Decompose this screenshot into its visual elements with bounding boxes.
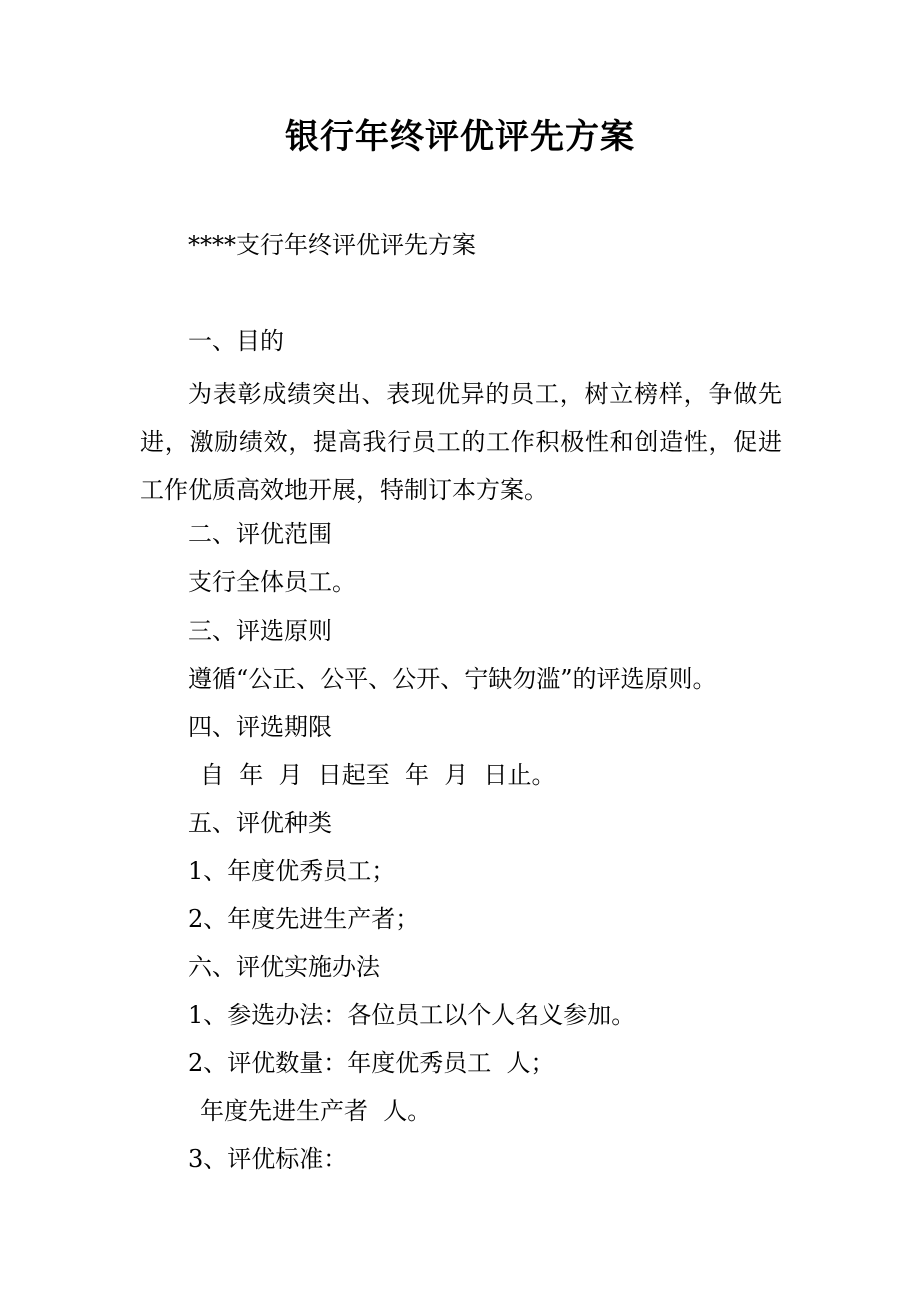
- section-heading-purpose: 一、目的: [188, 327, 284, 355]
- section-heading-implementation: 六、评优实施办法: [188, 953, 380, 981]
- section-heading-principles: 三、评选原则: [188, 617, 332, 645]
- list-item: 2、年度先进生产者；: [188, 905, 420, 933]
- paragraph-purpose: 为表彰成绩突出、表现优异的员工，树立榜样，争做先进，激励绩效，提高我行员工的工作积极性和创造性，促进工作优质高效地开展，特制订本方案。: [140, 380, 782, 504]
- list-item: 2、评优数量：年度优秀员工 人；: [188, 1049, 555, 1077]
- paragraph-period: 自 年 月 日起至 年 月 日止。: [200, 761, 556, 789]
- document-subtitle: ****支行年终评优评先方案: [188, 231, 476, 259]
- list-item: 1、年度优秀员工；: [188, 857, 396, 885]
- list-item-continuation: 年度先进生产者 人。: [200, 1097, 432, 1125]
- section-heading-categories: 五、评优种类: [188, 809, 332, 837]
- paragraph-principles: 遵循“公正、公平、公开、宁缺勿滥”的评选原则。: [188, 665, 717, 693]
- list-item: 3、评优标准：: [188, 1145, 348, 1173]
- document-title: 银行年终评优评先方案: [285, 117, 635, 157]
- section-heading-scope: 二、评优范围: [188, 520, 332, 548]
- paragraph-scope: 支行全体员工。: [188, 568, 356, 596]
- list-item: 1、参选办法：各位员工以个人名义参加。: [188, 1001, 636, 1029]
- section-heading-period: 四、评选期限: [188, 713, 332, 741]
